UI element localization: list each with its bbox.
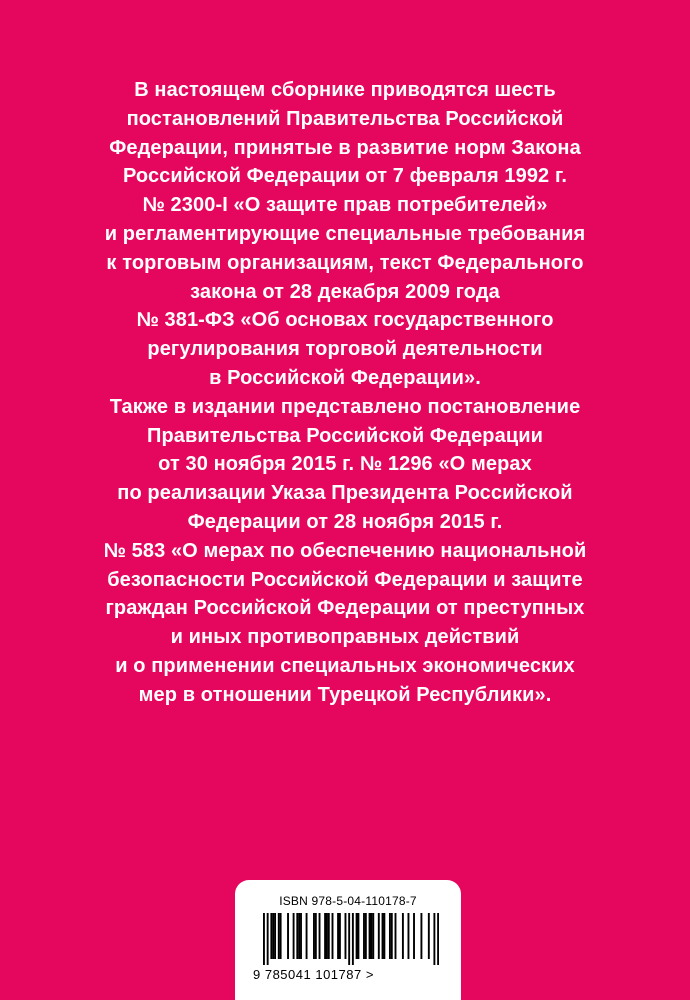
barcode-bar: [287, 913, 289, 959]
barcode-bar: [420, 913, 422, 959]
annotation-line: № 2300-I «О защите прав потребителей»: [142, 194, 548, 217]
annotation-line: мер в отношении Турецкой Республики».: [138, 683, 552, 706]
annotation-line: закона от 28 декабря 2009 года: [190, 280, 500, 303]
annotation-line: и о применении специальных экономических: [115, 654, 575, 677]
annotation-line: Также в издании представлено постановление: [109, 395, 581, 418]
barcode-bar: [267, 913, 269, 965]
annotation-line: № 583 «О мерах по обеспечению национальной: [103, 539, 587, 562]
annotation-line: Российской Федерации от 7 февраля 1992 г.: [122, 165, 568, 188]
annotation-line: в Российской Федерации».: [209, 366, 481, 389]
annotation-line: от 30 ноября 2015 г. № 1296 «О мерах: [158, 453, 532, 476]
barcode-bar: [378, 913, 380, 959]
barcode-digits: 9 785041 101787 >: [253, 967, 374, 982]
barcode-bar: [408, 913, 410, 959]
annotation-line: и иных противоправных действий: [170, 626, 520, 649]
barcode-icon: [263, 913, 439, 965]
barcode-bar: [324, 913, 326, 959]
barcode-bar: [382, 913, 384, 959]
barcode-bar: [315, 913, 317, 959]
annotation-line: по реализации Указа Президента Российской: [117, 482, 573, 505]
barcode-bar: [370, 913, 372, 959]
barcode-bar: [428, 913, 430, 959]
barcode-bar: [339, 913, 341, 959]
barcode-bar: [365, 913, 367, 959]
barcode-bar: [345, 913, 347, 959]
barcode-bar: [293, 913, 295, 959]
annotation-line: Правительства Российской Федерации: [146, 424, 544, 447]
barcode-bar: [326, 913, 328, 959]
annotation-text: [40, 76, 650, 710]
annotation-line: безопасности Российской Федерации и защите: [107, 568, 583, 591]
annotation-line: к торговым организациям, текст Федерального: [106, 251, 584, 274]
annotation-line: регулирования торговой деятельности: [147, 338, 543, 361]
barcode-bar: [278, 913, 280, 959]
isbn-barcode-panel: [235, 880, 461, 1000]
barcode-bar: [391, 913, 393, 959]
annotation-line: и регламентирующие специальные требования: [104, 222, 586, 245]
barcode-bar: [402, 913, 404, 959]
barcode-bar: [328, 913, 330, 959]
barcode-bar: [372, 913, 374, 959]
barcode-bar: [433, 913, 435, 965]
barcode-bar: [437, 913, 439, 965]
annotation-line: Федерации, принятые в развитие норм Закона: [109, 136, 581, 159]
barcode-bar: [300, 913, 302, 959]
barcode-bar: [332, 913, 334, 959]
annotation-line: № 381-ФЗ «Об основах государственного: [136, 309, 554, 332]
barcode-bar: [413, 913, 415, 959]
barcode-bar: [270, 913, 272, 959]
barcode-bar: [263, 913, 265, 965]
barcode-bar: [395, 913, 397, 959]
annotation-line: Федерации от 28 ноября 2015 г.: [187, 510, 503, 533]
barcode-bar: [280, 913, 282, 959]
annotation-line: В настоящем сборнике приводятся шесть: [134, 79, 556, 101]
barcode-bar: [389, 913, 391, 959]
barcode-bar: [352, 913, 354, 965]
barcode-bar: [272, 913, 274, 959]
barcode-bar: [298, 913, 300, 959]
barcode-bar: [319, 913, 321, 959]
annotation-line: граждан Российской Федерации от преступных: [105, 597, 585, 620]
barcode-bar: [348, 913, 350, 965]
barcode-bar: [306, 913, 308, 959]
annotation-line: постановлений Правительства Российской: [126, 107, 564, 130]
isbn-label: ISBN 978-5-04-110178-7: [279, 894, 417, 908]
barcode-bar: [383, 913, 385, 959]
barcode-bar: [369, 913, 371, 959]
barcode-bar: [356, 913, 358, 959]
barcode-bar: [337, 913, 339, 959]
barcode-bar: [363, 913, 365, 959]
barcode-bar: [357, 913, 359, 959]
barcode-bar: [313, 913, 315, 959]
barcode-bar: [296, 913, 298, 959]
barcode-bar: [274, 913, 276, 959]
